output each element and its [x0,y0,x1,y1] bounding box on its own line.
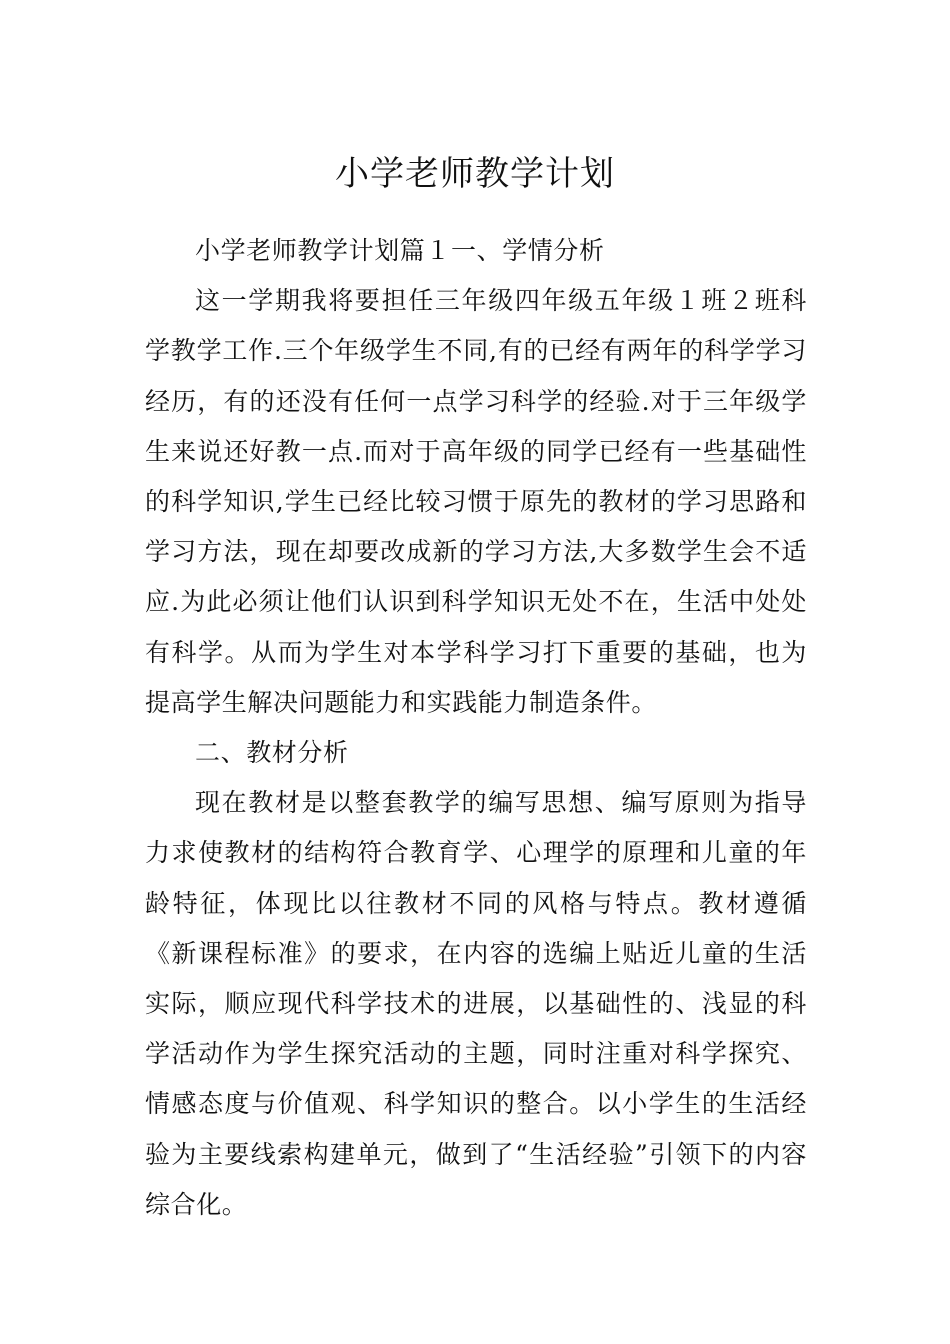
paragraph-student-analysis: 这一学期我将要担任三年级四年级五年级１班２班科学教学工作.三个年级学生不同,有的已经有两年的科学学习经历，有的还没有任何一点学习科学的经验.对于三年级学生来说还好教一点.而对于高年级的同学已经有一些基础性的科学知识,学生已经比较习惯于原先的教材的学习思路和学习方法，现在却要改成新的学习方法,大多数学生会不适应.为此必须让他们认识到科学知识无处不在，生活中处处有科学。从而为学生对本学科学习打下重要的基础，也为提高学生解决问题能力和实践能力制造条件。 [145,286,807,717]
paragraph-textbook-analysis: 现在教材是以整套教学的编写思想、编写原则为指导力求使教材的结构符合教育学、心理学的原理和儿童的年龄特征，体现比以往教材不同的风格与特点。教材遵循《新课程标准》的要求，在内容的选编上贴近儿童的生活实际，顺应现代科学技术的进展，以基础性的、浅显的科学活动作为学生探究活动的主题，同时注重对科学探究、情感态度与价值观、科学知识的整合。以小学生的生活经验为主要线索构建单元，做到了“生活经验”引领下的内容综合化。 [145,788,807,1219]
document-title: 小学老师教学计划 [335,153,615,194]
document-body [145,226,807,1230]
paragraph-heading-2: 二、教材分析 [195,738,349,768]
paragraph-heading-1: 小学老师教学计划篇１一、学情分析 [195,236,605,265]
